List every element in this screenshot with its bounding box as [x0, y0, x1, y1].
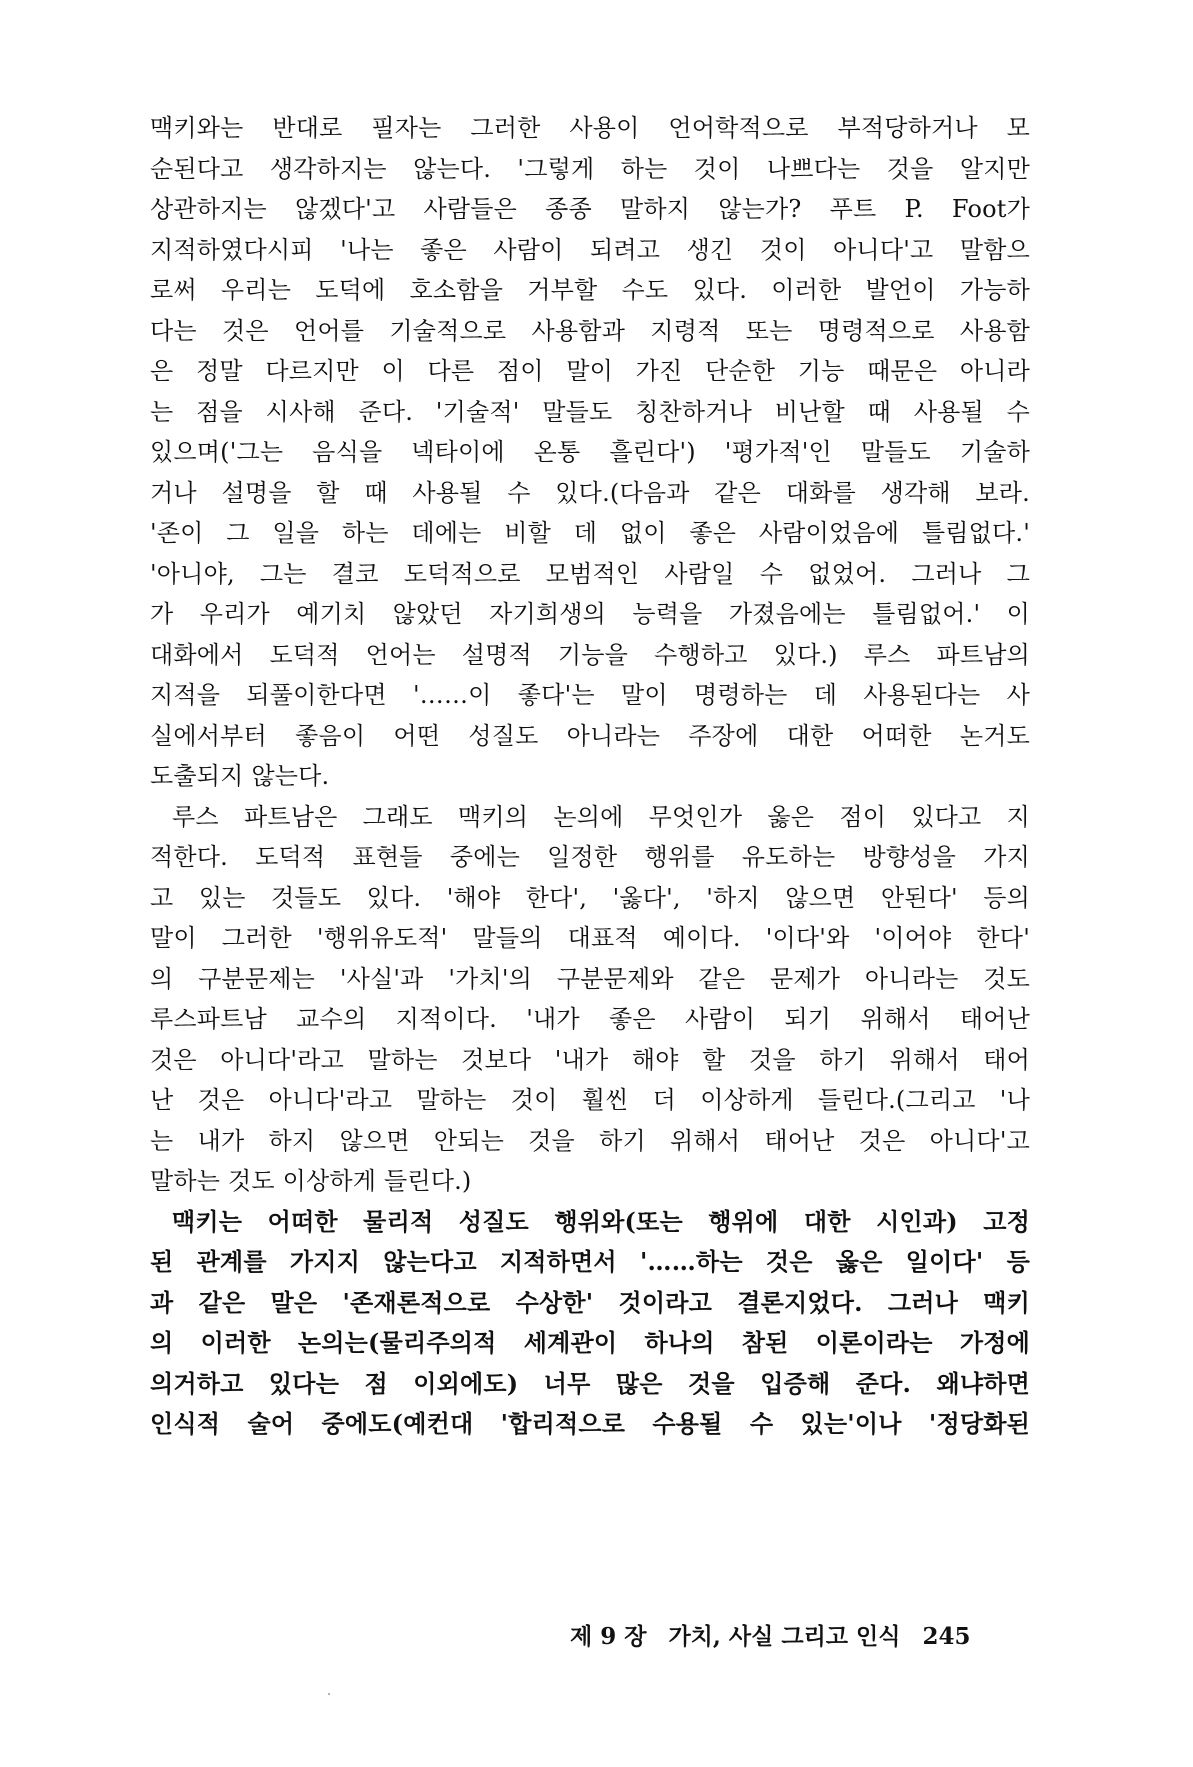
text-line: 가 우리가 예기치 않았던 자기희생의 능력을 가졌음에는 틀림없어.' 이	[150, 600, 1030, 628]
text-line: 의거하고 있다는 점 이외에도) 너무 많은 것을 입증해 준다. 왜냐하면	[150, 1368, 1030, 1398]
text-line: 맥키는 어떠한 물리적 성질도 행위와(또는 행위에 대한 시인과) 고정	[172, 1206, 1030, 1236]
page-number: 245	[922, 1623, 971, 1650]
text-line: 은 정말 다르지만 이 다른 점이 말이 가진 단순한 기능 때문은 아니라	[150, 357, 1030, 385]
text-line: 실에서부터 좋음이 어떤 성질도 아니라는 주장에 대한 어떠한 논거도	[150, 721, 1030, 750]
text-line: 인식적 술어 중에도(예컨대 '합리적으로 수용될 수 있는'이나 '정당화된	[150, 1409, 1030, 1438]
text-line: 대화에서 도덕적 언어는 설명적 기능을 수행하고 있다.) 루스 파트남의	[150, 640, 1030, 669]
text-line: 는 내가 하지 않으면 안되는 것을 하기 위해서 태어난 것은 아니다'고	[150, 1126, 1030, 1155]
text-line: 된 관계를 가지지 않는다고 지적하면서 '……하는 것은 옳은 일이다' 등	[150, 1247, 1030, 1276]
text-line: 도출되지 않는다.	[150, 762, 330, 790]
text-line: 상관하지는 않겠다'고 사람들은 종종 말하지 않는가? 푸트 P. Foot가	[150, 195, 1030, 223]
text-line: '아니야, 그는 결코 도덕적으로 모범적인 사람일 수 없었어. 그러나 그	[150, 559, 1030, 588]
text-line: 적한다. 도덕적 표현들 중에는 일정한 행위를 유도하는 방향성을 가지	[150, 843, 1030, 871]
text-line: 말이 그러한 '행위유도적' 말들의 대표적 예이다. '이다'와 '이어야 한다'	[150, 924, 1030, 952]
text-line: 거나 설명을 할 때 사용될 수 있다.(다음과 같은 대화를 생각해 보라.	[150, 478, 1030, 507]
scan-speck	[328, 1693, 330, 1695]
text-line: 지적하였다시피 '나는 좋은 사람이 되려고 생긴 것이 아니다'고 말함으	[150, 235, 1030, 264]
text-line: 것은 아니다'라고 말하는 것보다 '내가 해야 할 것을 하기 위해서 태어	[150, 1045, 1030, 1074]
text-line: 있으며('그는 음식을 넥타이에 온통 흘린다') '평가적'인 말들도 기술하	[150, 438, 1030, 466]
text-line: '존이 그 일을 하는 데에는 비할 데 없이 좋은 사람이었음에 틀림없다.'	[150, 519, 1030, 547]
chapter-title: 가치, 사실 그리고 인식	[668, 1623, 901, 1650]
text-line: 루스파트남 교수의 지적이다. '내가 좋은 사람이 되기 위해서 태어난	[150, 1005, 1030, 1033]
body-text	[150, 108, 1030, 1445]
text-line: 의 구분문제는 '사실'과 '가치'의 구분문제와 같은 문제가 아니라는 것도	[150, 964, 1030, 993]
text-line: 는 점을 시사해 준다. '기술적' 말들도 칭찬하거나 비난할 때 사용될 수	[150, 397, 1030, 426]
text-line: 순된다고 생각하지는 않는다. '그렇게 하는 것이 나쁘다는 것을 알지만	[150, 154, 1030, 183]
running-footer	[570, 1617, 1010, 1657]
text-line: 지적을 되풀이한다면 '……이 좋다'는 말이 명령하는 데 사용된다는 사	[150, 681, 1030, 709]
text-line: 고 있는 것들도 있다. '해야 한다', '옳다', '하지 않으면 안된다' 등의	[150, 883, 1030, 912]
text-line: 로써 우리는 도덕에 호소함을 거부할 수도 있다. 이러한 발언이 가능하	[150, 276, 1030, 304]
text-line: 루스 파트남은 그래도 맥키의 논의에 무엇인가 옳은 점이 있다고 지	[172, 802, 1030, 831]
text-line: 의 이러한 논의는(물리주의적 세계관이 하나의 참된 이론이라는 가정에	[150, 1328, 1030, 1357]
chapter-label: 제 9 장	[570, 1623, 647, 1650]
text-line: 말하는 것도 이상하게 들린다.)	[150, 1167, 472, 1195]
text-line: 난 것은 아니다'라고 말하는 것이 훨씬 더 이상하게 들린다.(그리고 '나	[150, 1086, 1030, 1114]
text-line: 과 같은 말은 '존재론적으로 수상한' 것이라고 결론지었다. 그러나 맥키	[150, 1287, 1030, 1317]
text-line: 다는 것은 언어를 기술적으로 사용함과 지령적 또는 명령적으로 사용함	[150, 316, 1030, 345]
text-line: 맥키와는 반대로 필자는 그러한 사용이 언어학적으로 부적당하거나 모	[150, 114, 1030, 142]
